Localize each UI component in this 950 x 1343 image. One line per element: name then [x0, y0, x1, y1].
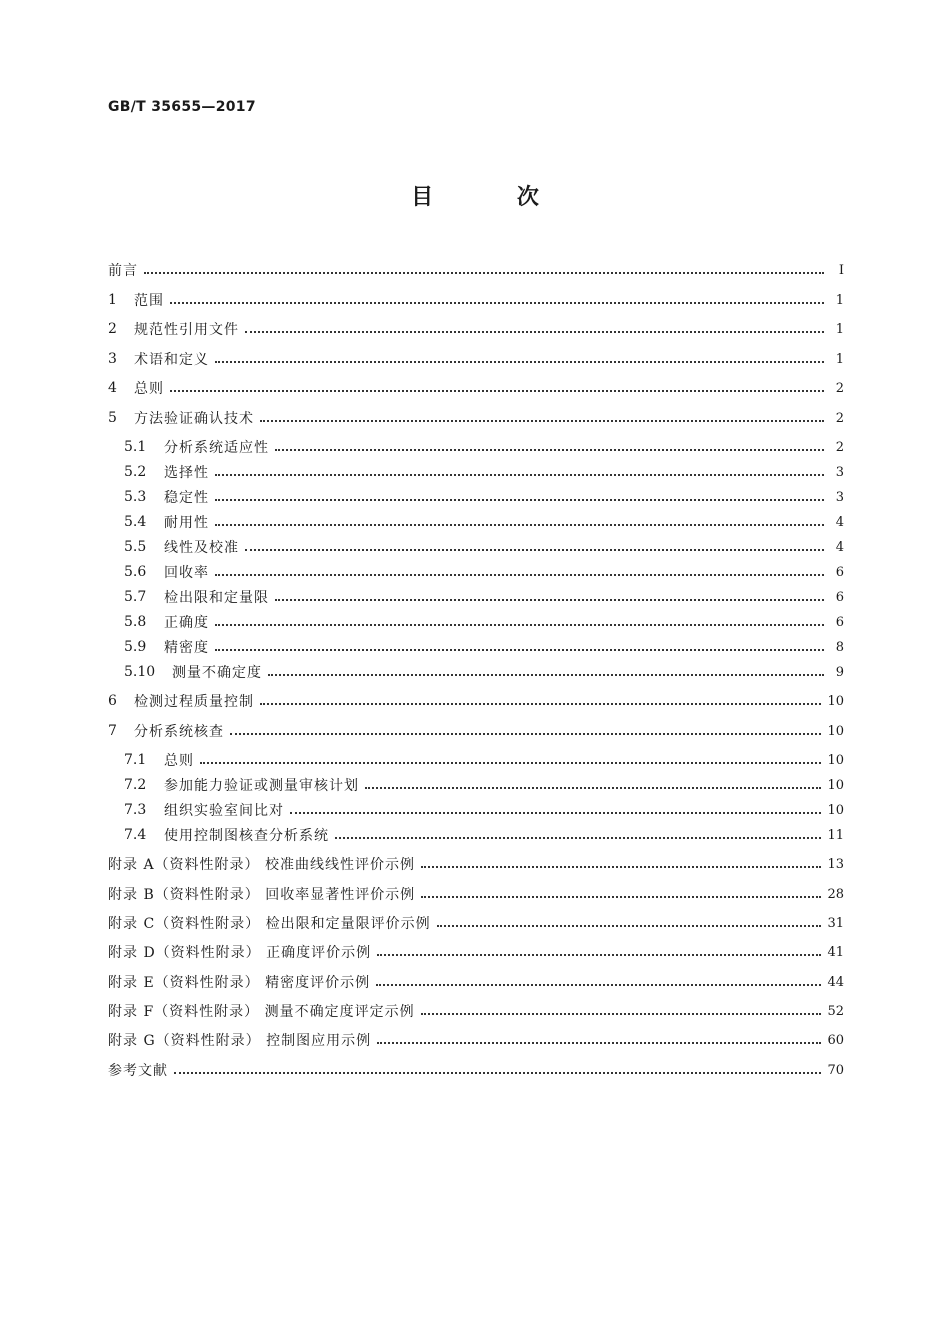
- toc-leader-dots: [260, 420, 824, 422]
- toc-entry-label: 规范性引用文件: [134, 322, 239, 338]
- toc-entry[interactable]: [124, 824, 844, 846]
- toc-leader-dots: [215, 361, 824, 363]
- toc-entry[interactable]: [108, 720, 844, 742]
- toc-entry-label: 附录 G（资料性附录） 控制图应用示例: [108, 1033, 372, 1049]
- toc-entry-page: 2: [835, 439, 844, 455]
- toc-leader-dots: [230, 733, 821, 735]
- toc-entry-label: 检测过程质量控制: [134, 694, 254, 710]
- toc-entry[interactable]: [124, 799, 844, 821]
- toc-entry-page: 10: [827, 802, 844, 818]
- toc-entry[interactable]: [124, 774, 844, 796]
- toc-leader-dots: [215, 624, 824, 626]
- page-title: 目 次: [411, 184, 577, 210]
- toc-entry-label: 正确度: [164, 615, 209, 631]
- toc-entry-page: 6: [835, 589, 844, 605]
- toc-entry[interactable]: [124, 461, 844, 483]
- toc-entry-page: 44: [827, 974, 844, 990]
- toc-entry[interactable]: [108, 1059, 844, 1081]
- toc-entry-number: 5.8: [124, 614, 147, 630]
- toc-entry-page: 10: [827, 693, 844, 709]
- toc-entry[interactable]: [108, 853, 844, 875]
- toc-leader-dots: [275, 449, 824, 451]
- toc-entry-page: 6: [835, 614, 844, 630]
- toc-entry[interactable]: [124, 536, 844, 558]
- toc-entry[interactable]: [124, 561, 844, 583]
- toc-entry[interactable]: [124, 486, 844, 508]
- toc-entry-page: 3: [835, 489, 844, 505]
- toc-entry-page: 6: [835, 564, 844, 580]
- toc-entry[interactable]: [108, 912, 844, 934]
- toc-entry[interactable]: [124, 636, 844, 658]
- toc-leader-dots: [377, 1042, 821, 1044]
- toc-leader-dots: [215, 499, 824, 501]
- toc-entry-page: 3: [835, 464, 844, 480]
- toc-entry[interactable]: [124, 511, 844, 533]
- toc-entry[interactable]: [108, 377, 844, 399]
- toc-entry-label: 附录 E（资料性附录） 精密度评价示例: [108, 975, 371, 991]
- toc-leader-dots: [215, 649, 824, 651]
- toc-entry-label: 回收率: [164, 565, 209, 581]
- toc-entry-page: 10: [827, 723, 844, 739]
- toc-leader-dots: [437, 925, 822, 927]
- toc-entry-page: 70: [827, 1062, 844, 1078]
- toc-entry-label: 稳定性: [164, 490, 209, 506]
- toc-entry-page: 2: [835, 410, 844, 426]
- toc-entry-page: 4: [835, 514, 844, 530]
- toc-entry-number: 2: [108, 321, 117, 337]
- toc-entry[interactable]: [108, 1000, 844, 1022]
- toc-leader-dots: [170, 302, 824, 304]
- toc-entry-label: 精密度: [164, 640, 209, 656]
- toc-entry-label: 附录 B（资料性附录） 回收率显著性评价示例: [108, 887, 416, 903]
- toc-entry-label: 选择性: [164, 465, 209, 481]
- toc-entry-number: 5.5: [124, 539, 147, 555]
- toc-entry[interactable]: [108, 407, 844, 429]
- toc-entry-page: 11: [827, 827, 844, 843]
- toc-entry-label: 附录 A（资料性附录） 校准曲线线性评价示例: [108, 857, 416, 873]
- toc-entry-label: 方法验证确认技术: [134, 411, 254, 427]
- toc-leader-dots: [215, 574, 824, 576]
- toc-entry-number: 5: [108, 410, 117, 426]
- toc-entry-label: 术语和定义: [134, 352, 209, 368]
- toc-entry-page: 10: [827, 752, 844, 768]
- toc-leader-dots: [421, 1013, 822, 1015]
- toc-entry-label: 组织实验室间比对: [164, 803, 284, 819]
- toc-leader-dots: [290, 812, 821, 814]
- toc-entry-page: 13: [827, 856, 844, 872]
- toc-leader-dots: [377, 954, 821, 956]
- toc-leader-dots: [174, 1072, 821, 1074]
- toc-entry-label: 范围: [134, 293, 164, 309]
- toc-entry-number: 4: [108, 380, 117, 396]
- toc-entry-number: 1: [108, 292, 117, 308]
- toc-entry[interactable]: [108, 348, 844, 370]
- toc-entry[interactable]: [108, 971, 844, 993]
- toc-leader-dots: [421, 896, 821, 898]
- toc-entry-number: 5.6: [124, 564, 147, 580]
- toc-leader-dots: [200, 762, 821, 764]
- toc-entry-label: 线性及校准: [164, 540, 239, 556]
- toc-entry[interactable]: [108, 259, 844, 281]
- toc-entry-page: 28: [827, 886, 844, 902]
- toc-leader-dots: [245, 549, 824, 551]
- toc-leader-dots: [268, 674, 824, 676]
- toc-entry-number: 5.10: [124, 664, 156, 680]
- toc-entry[interactable]: [124, 749, 844, 771]
- toc-entry-number: 3: [108, 351, 117, 367]
- toc-entry-label: 附录 D（资料性附录） 正确度评价示例: [108, 945, 372, 961]
- toc-entry-number: 5.7: [124, 589, 147, 605]
- toc-entry-page: 1: [835, 351, 844, 367]
- toc-entry-label: 附录 F（资料性附录） 测量不确定度评定示例: [108, 1004, 415, 1020]
- toc-entry-page: 1: [835, 321, 844, 337]
- toc-entry[interactable]: [124, 661, 844, 683]
- toc-entry-number: 7.1: [124, 752, 147, 768]
- toc-entry-number: 5.9: [124, 639, 147, 655]
- toc-entry[interactable]: [124, 436, 844, 458]
- toc-entry-number: 7.4: [124, 827, 147, 843]
- toc-entry-page: 2: [835, 380, 844, 396]
- toc-leader-dots: [215, 524, 824, 526]
- toc-entry-label: 耐用性: [164, 515, 209, 531]
- toc-entry-page: 1: [835, 292, 844, 308]
- toc-entry[interactable]: [108, 1029, 844, 1051]
- toc-entry-number: 6: [108, 693, 117, 709]
- toc-leader-dots: [365, 787, 821, 789]
- toc-entry-number: 5.2: [124, 464, 147, 480]
- toc-entry[interactable]: [124, 611, 844, 633]
- toc-leader-dots: [215, 474, 824, 476]
- toc-entry-label: 测量不确定度: [172, 665, 262, 681]
- toc-entry-page: 9: [835, 664, 844, 680]
- toc-leader-dots: [245, 331, 824, 333]
- toc-entry-page: 10: [827, 777, 844, 793]
- toc-entry-label: 前言: [108, 263, 138, 279]
- toc-entry-number: 7: [108, 723, 117, 739]
- toc-entry-page: 52: [827, 1003, 844, 1019]
- standard-code: GB/T 35655—2017: [108, 99, 256, 115]
- toc-entry-page: 31: [827, 915, 844, 931]
- toc-entry-page: 8: [835, 639, 844, 655]
- toc-entry-page: Ⅰ: [838, 262, 844, 278]
- toc-entry-number: 5.1: [124, 439, 147, 455]
- toc-entry-label: 参加能力验证或测量审核计划: [164, 778, 359, 794]
- toc-leader-dots: [260, 703, 821, 705]
- toc-entry-label: 使用控制图核查分析系统: [164, 828, 329, 844]
- toc-entry-number: 7.3: [124, 802, 147, 818]
- toc-entry-page: 4: [835, 539, 844, 555]
- toc-leader-dots: [275, 599, 824, 601]
- toc-entry-number: 5.3: [124, 489, 147, 505]
- toc-entry-label: 总则: [164, 753, 194, 769]
- toc-entry[interactable]: [124, 586, 844, 608]
- toc-entry-label: 分析系统核查: [134, 724, 224, 740]
- toc-entry[interactable]: [108, 941, 844, 963]
- toc-entry[interactable]: [108, 883, 844, 905]
- toc-entry-label: 分析系统适应性: [164, 440, 269, 456]
- toc-entry-page: 41: [827, 944, 844, 960]
- toc-entry-label: 参考文献: [108, 1063, 168, 1079]
- toc-entry[interactable]: [108, 318, 844, 340]
- toc-entry-page: 60: [827, 1032, 844, 1048]
- toc-entry-label: 总则: [134, 381, 164, 397]
- toc-leader-dots: [421, 866, 821, 868]
- toc-entry[interactable]: [108, 289, 844, 311]
- toc-entry-number: 5.4: [124, 514, 147, 530]
- toc-leader-dots: [335, 837, 821, 839]
- toc-leader-dots: [144, 272, 824, 274]
- toc-entry-number: 7.2: [124, 777, 147, 793]
- toc-entry[interactable]: [108, 690, 844, 712]
- toc-leader-dots: [376, 984, 821, 986]
- toc-entry-label: 检出限和定量限: [164, 590, 269, 606]
- toc-leader-dots: [170, 390, 824, 392]
- toc-entry-label: 附录 C（资料性附录） 检出限和定量限评价示例: [108, 916, 431, 932]
